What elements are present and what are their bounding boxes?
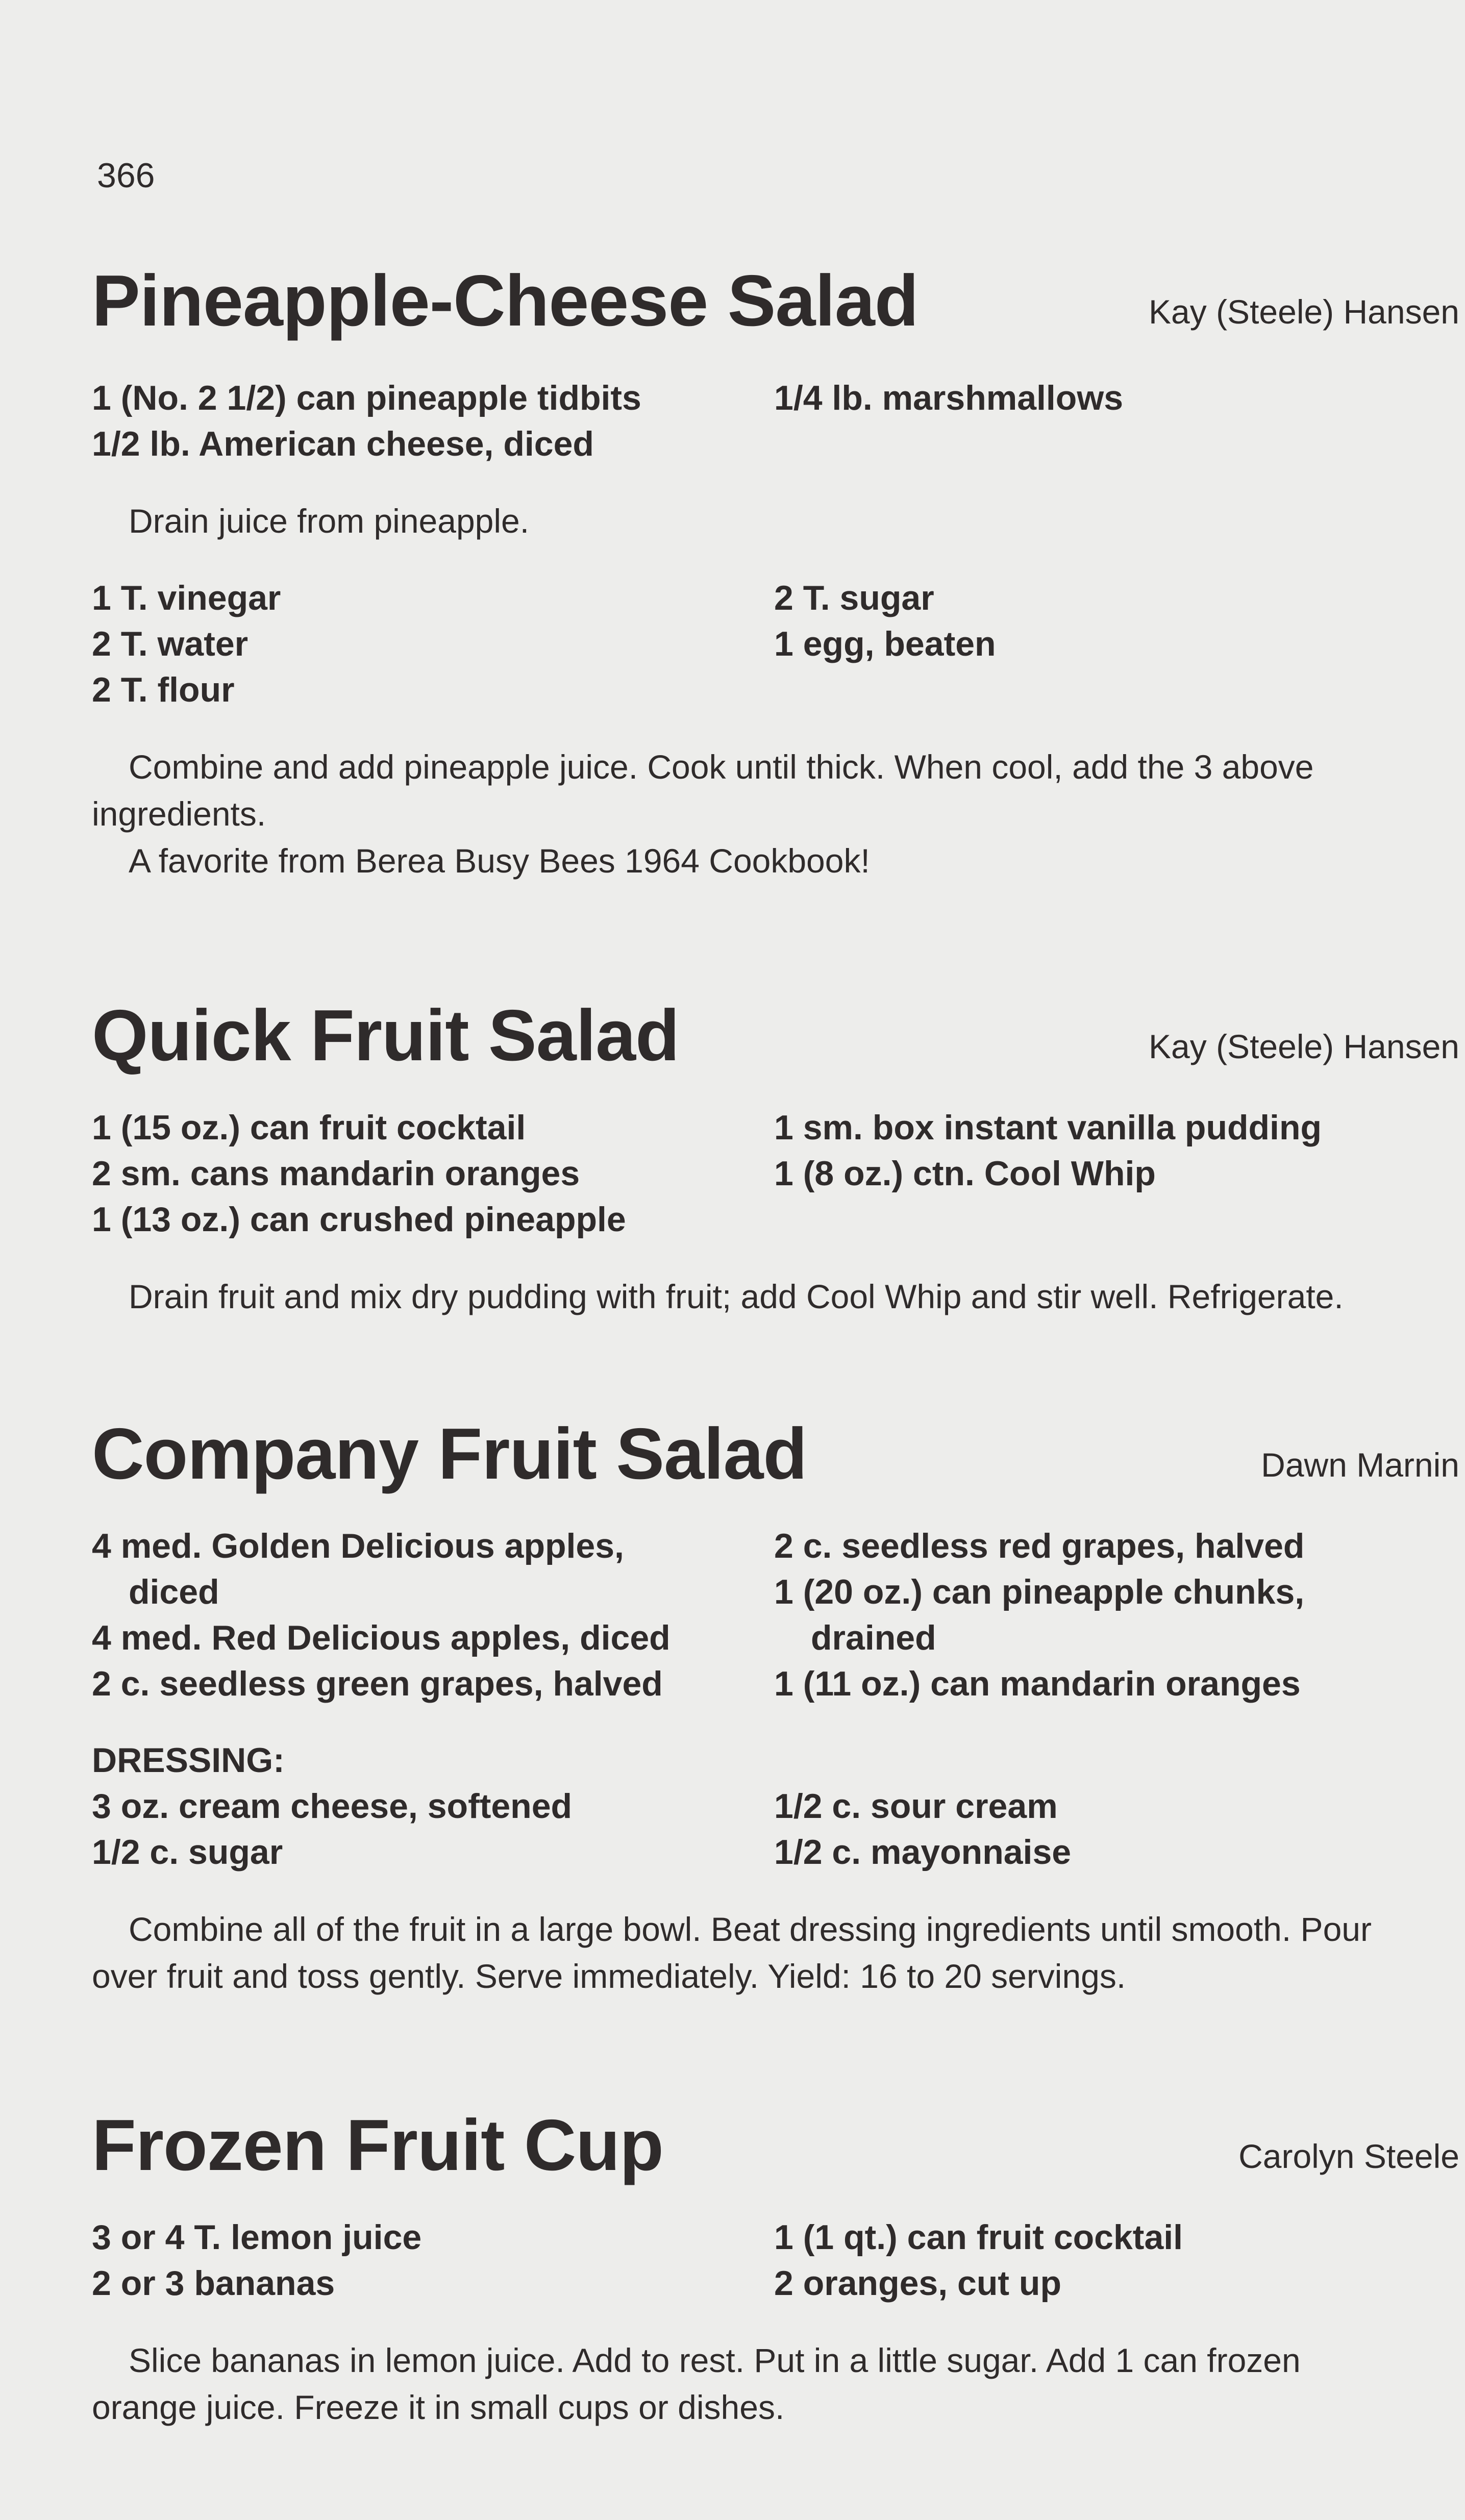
instruction: Drain juice from pineapple. <box>129 502 530 540</box>
ingredients-right-column <box>774 575 1458 713</box>
ingredient: 1 sm. box instant vanilla pudding <box>774 1108 1322 1147</box>
instruction: Combine all of the fruit in a large bowl. Beat dressing ingredients until smooth. Pour <box>129 1910 1372 1948</box>
ingredient: 2 oranges, cut up <box>774 2264 1061 2303</box>
ingredient-list <box>92 1523 1459 1707</box>
instruction-continued: ingredients. <box>92 795 266 833</box>
ingredient-list <box>92 575 1459 713</box>
ingredient: 2 sm. cans mandarin oranges <box>92 1154 580 1193</box>
ingredient: 1/2 lb. American cheese, diced <box>92 425 594 463</box>
ingredients-left-column <box>92 1523 774 1707</box>
ingredient: 1/2 c. sugar <box>92 1833 283 1872</box>
instruction-continued: over fruit and toss gently. Serve immediately. Yield: 16 to 20 servings. <box>92 1957 1126 1995</box>
ingredient: 4 med. Red Delicious apples, diced <box>92 1618 671 1657</box>
instruction: Slice bananas in lemon juice. Add to rest. Put in a little sugar. Add 1 can frozen <box>129 2341 1301 2379</box>
ingredient-continued: drained <box>811 1618 936 1657</box>
ingredient-list <box>92 375 1459 467</box>
ingredient: 1 (20 oz.) can pineapple chunks, <box>774 1573 1305 1611</box>
ingredients-left-column <box>92 575 774 713</box>
ingredient: 2 c. seedless green grapes, halved <box>92 1664 663 1703</box>
ingredients-right-column <box>774 375 1458 467</box>
recipe-author: Kay (Steele) Hansen <box>1149 1028 1459 1065</box>
ingredients-left-column <box>92 1105 774 1242</box>
recipe-header <box>92 2102 1459 2189</box>
recipe-author: Carolyn Steele <box>1238 2137 1459 2175</box>
ingredients-right-column <box>774 1523 1458 1707</box>
ingredient-list <box>92 2214 1459 2306</box>
recipe-author: Kay (Steele) Hansen <box>1149 293 1459 331</box>
recipe-title: Company Fruit Salad <box>92 1413 807 1494</box>
recipe-frozen-fruit-cup <box>92 2102 1459 2431</box>
ingredient: 1 (13 oz.) can crushed pineapple <box>92 1200 626 1239</box>
ingredient: 1 egg, beaten <box>774 625 996 663</box>
recipe-company-fruit-salad <box>92 1411 1459 2000</box>
ingredient: 2 T. flour <box>92 670 235 709</box>
recipe-header <box>92 258 1459 344</box>
recipe-author: Dawn Marnin <box>1261 1446 1459 1484</box>
ingredient: 2 T. sugar <box>774 579 934 617</box>
dressing-list <box>92 1783 1459 1875</box>
ingredient: 1 (11 oz.) can mandarin oranges <box>774 1664 1301 1703</box>
recipe-note: A favorite from Berea Busy Bees 1964 Cookbook! <box>129 842 870 880</box>
recipe-title: Pineapple-Cheese Salad <box>92 260 918 341</box>
dressing-right-column <box>774 1783 1458 1875</box>
recipe-title: Quick Fruit Salad <box>92 995 679 1076</box>
ingredient: 1/2 c. sour cream <box>774 1787 1058 1826</box>
ingredient: 1 (8 oz.) ctn. Cool Whip <box>774 1154 1156 1193</box>
ingredient-list <box>92 1105 1459 1242</box>
ingredient: 1/2 c. mayonnaise <box>774 1833 1072 1872</box>
ingredient: 1/4 lb. marshmallows <box>774 379 1124 417</box>
ingredient: 1 (1 qt.) can fruit cocktail <box>774 2218 1183 2257</box>
ingredients-right-column <box>774 2214 1458 2306</box>
recipe-header <box>92 1411 1459 1498</box>
instruction: Drain fruit and mix dry pudding with fruit; add Cool Whip and stir well. Refrigerate. <box>129 1278 1344 1315</box>
ingredients-right-column <box>774 1105 1458 1242</box>
ingredient: 1 (15 oz.) can fruit cocktail <box>92 1108 526 1147</box>
instruction-continued: orange juice. Freeze it in small cups or dishes. <box>92 2388 785 2426</box>
ingredient: 3 oz. cream cheese, softened <box>92 1787 573 1826</box>
recipe-quick-fruit-salad <box>92 992 1459 1320</box>
ingredient: 3 or 4 T. lemon juice <box>92 2218 422 2257</box>
ingredient: 2 c. seedless red grapes, halved <box>774 1527 1305 1565</box>
dressing-left-column <box>92 1783 774 1875</box>
ingredient-continued: diced <box>129 1573 219 1611</box>
dressing-heading: DRESSING: <box>92 1741 285 1780</box>
page-number: 366 <box>97 156 155 195</box>
recipe-header <box>92 992 1459 1079</box>
ingredient: 2 or 3 bananas <box>92 2264 335 2303</box>
recipe-pineapple-cheese-salad <box>92 258 1459 884</box>
ingredients-left-column <box>92 375 774 467</box>
ingredient: 4 med. Golden Delicious apples, <box>92 1527 624 1565</box>
ingredient: 1 (No. 2 1/2) can pineapple tidbits <box>92 379 641 417</box>
ingredient: 2 T. water <box>92 625 249 663</box>
ingredient: 1 T. vinegar <box>92 579 281 617</box>
recipe-title: Frozen Fruit Cup <box>92 2105 663 2186</box>
instruction: Combine and add pineapple juice. Cook until thick. When cool, add the 3 above <box>129 748 1314 786</box>
ingredients-left-column <box>92 2214 774 2306</box>
